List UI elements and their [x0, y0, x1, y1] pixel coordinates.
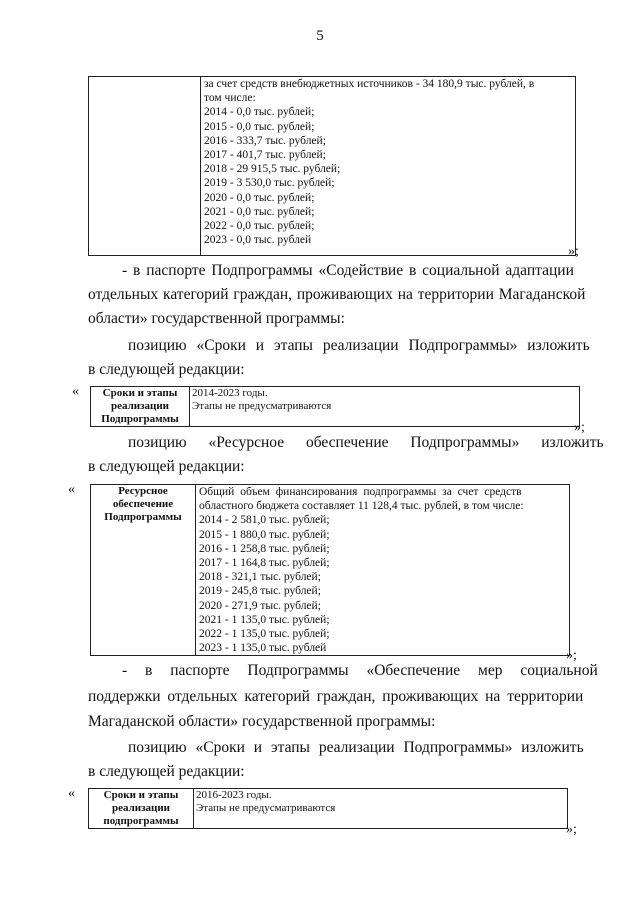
- paragraph-line: позицию «Ресурсное обеспечение Подпрограммы» изложить: [128, 434, 604, 451]
- table-value-cell: [190, 387, 580, 427]
- table-line: 2021 - 1 135,0 тыс. рублей;: [199, 613, 330, 626]
- table-line: 2016 - 333,7 тыс. рублей;: [204, 134, 326, 147]
- table-line: 2016-2023 годы.: [196, 789, 272, 801]
- paragraph-line: - в паспорте Подпрограммы «Содействие в социальной адаптации: [122, 262, 574, 279]
- paragraph-line: области» государственной программы:: [88, 310, 345, 327]
- table-value-cell: [196, 485, 570, 656]
- label-line: Сроки и этапы: [102, 387, 178, 399]
- paragraph-line: Магаданской области» государственной программы:: [88, 713, 436, 730]
- closing-quote: »;: [566, 822, 577, 837]
- label-line: Подпрограммы: [101, 413, 179, 425]
- paragraph-line: в следующей редакции:: [88, 458, 245, 475]
- opening-quote: «: [68, 786, 75, 801]
- paragraph-line: - в паспорте Подпрограммы «Обеспечение мер социальной: [122, 662, 598, 679]
- table-line: 2015 - 0,0 тыс. рублей;: [204, 120, 315, 133]
- table-line: 2018 - 29 915,5 тыс. рублей;: [204, 163, 341, 176]
- label-line: подпрограммы: [103, 815, 179, 827]
- opening-quote: «: [72, 384, 79, 399]
- table-line: 2022 - 1 135,0 тыс. рублей;: [199, 628, 330, 641]
- terms-table-2: [88, 788, 568, 829]
- paragraph-line: в следующей редакции:: [88, 763, 245, 780]
- closing-quote: »;: [566, 648, 577, 663]
- page-number: 5: [316, 28, 324, 44]
- table-line: 2019 - 245,8 тыс. рублей;: [199, 585, 321, 598]
- label-line: Подпрограммы: [104, 511, 182, 523]
- table-line: 2020 - 0,0 тыс. рублей;: [204, 191, 315, 204]
- opening-quote: «: [68, 482, 75, 497]
- table-line: 2018 - 321,1 тыс. рублей;: [199, 571, 321, 584]
- paragraph-line: в следующей редакции:: [88, 361, 245, 378]
- label-line: Сроки и этапы: [103, 789, 179, 801]
- table-line: 2017 - 401,7 тыс. рублей;: [204, 149, 326, 162]
- table-line: 2017 - 1 164,8 тыс. рублей;: [199, 557, 330, 570]
- terms-table: [90, 386, 580, 427]
- table-label-cell-empty: [89, 77, 201, 256]
- closing-quote: »;: [568, 244, 579, 259]
- table-line: за счет средств внебюджетных источников - 34 180,9 тыс. рублей, в: [204, 78, 535, 90]
- table-label-cell: [89, 789, 194, 829]
- table-line: 2021 - 0,0 тыс. рублей;: [204, 205, 315, 218]
- table-line: 2020 - 271,9 тыс. рублей;: [199, 599, 321, 612]
- label-line: Ресурсное: [118, 485, 168, 497]
- paragraph-line: позицию «Сроки и этапы реализации Подпрограммы» изложить: [128, 739, 584, 756]
- table-line: 2016 - 1 258,8 тыс. рублей;: [199, 542, 330, 555]
- table-line: Этапы не предусматриваются: [196, 802, 336, 814]
- table-line: 2022 - 0,0 тыс. рублей;: [204, 220, 315, 233]
- label-line: реализации: [111, 802, 171, 814]
- table-line: 2014 - 0,0 тыс. рублей;: [204, 106, 315, 119]
- paragraph-line: отдельных категорий граждан, проживающих на территории Магаданской: [88, 286, 586, 303]
- table-line: том числе:: [204, 92, 256, 105]
- table-line: областного бюджета составляет 11 128,4 тыс. рублей, в том числе:: [199, 500, 524, 513]
- table-line: 2014-2023 годы.: [192, 387, 268, 399]
- table-label-cell: [91, 387, 190, 427]
- label-line: реализации: [110, 400, 170, 412]
- paragraph-line: поддержки отдельных категорий граждан, проживающих на территории: [88, 688, 584, 705]
- table-line: 2014 - 2 581,0 тыс. рублей;: [199, 514, 330, 527]
- table-line: 2023 - 1 135,0 тыс. рублей: [199, 642, 327, 655]
- label-line: обеспечение: [112, 498, 174, 510]
- closing-quote: »;: [574, 420, 585, 435]
- table-value-cell: [194, 789, 568, 829]
- paragraph-line: позицию «Сроки и этапы реализации Подпрограммы» изложить: [128, 337, 590, 354]
- table-label-cell: [91, 485, 196, 656]
- table-line: 2015 - 1 880,0 тыс. рублей;: [199, 528, 330, 541]
- table-line: Общий объем финансирования подпрограммы за счет средств: [199, 486, 522, 498]
- funding-table-continuation: [88, 76, 576, 256]
- table-line: Этапы не предусматриваются: [192, 400, 332, 412]
- table-line: 2023 - 0,0 тыс. рублей: [204, 234, 312, 247]
- resource-table: [90, 484, 570, 656]
- table-value-cell: [201, 77, 576, 256]
- table-line: 2019 - 3 530,0 тыс. рублей;: [204, 177, 335, 190]
